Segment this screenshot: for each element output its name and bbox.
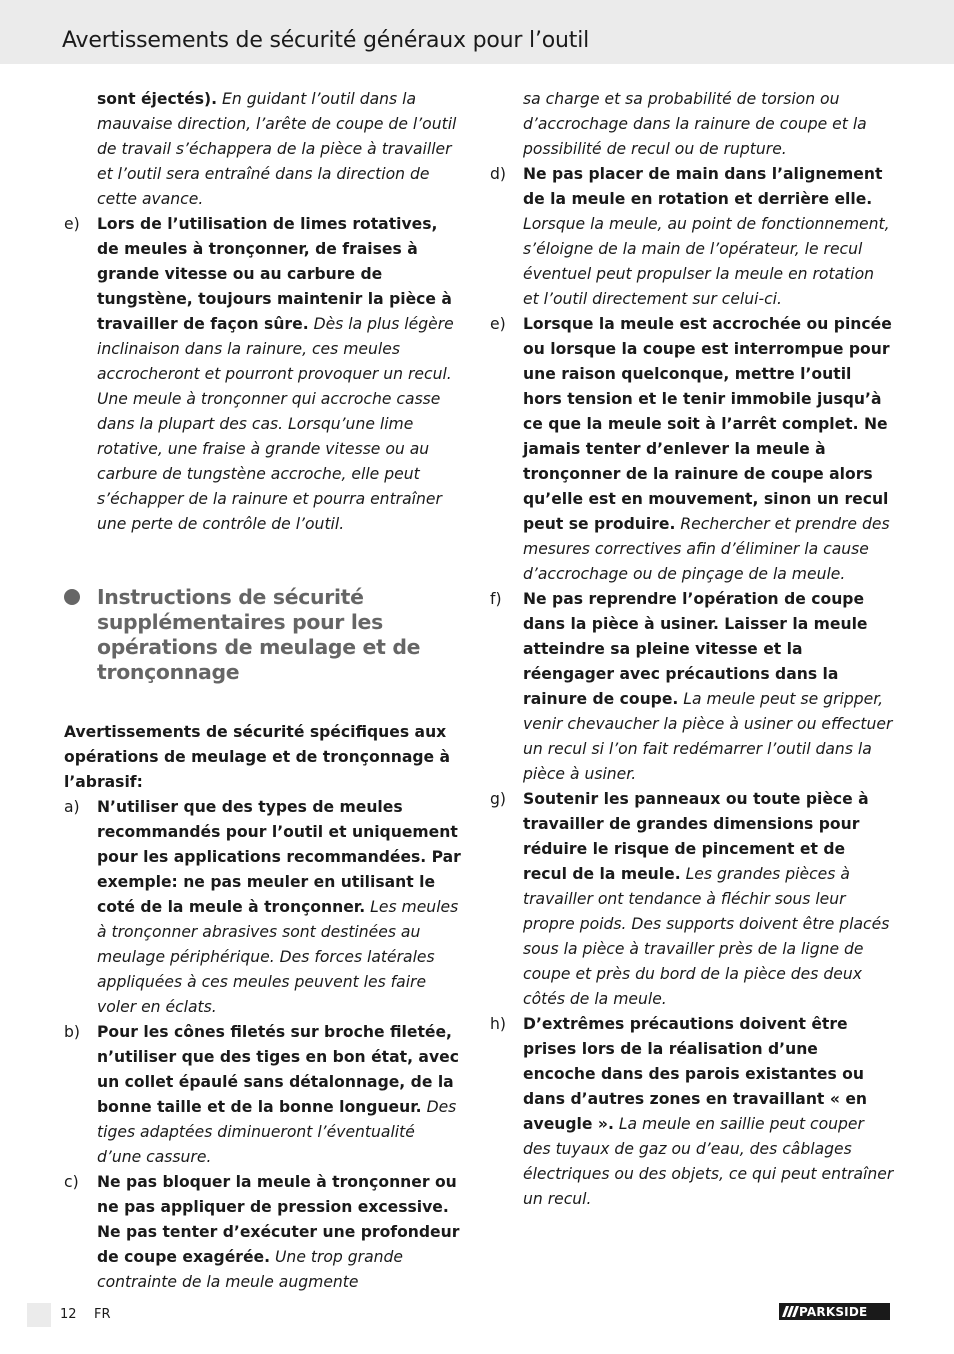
item-italic-text: En guidant l’outil dans la mauvaise direction, l’arête de coupe de l’outil de travail s’échappera de la pièce à travailler et l’outil sera entraîné dans la direction de cette avance.	[97, 90, 457, 208]
page-header	[0, 0, 954, 64]
item-italic-text: Les grandes pièces à travailler ont tendance à fléchir sous leur propre poids. Des supports doivent être placés sous la pièce à travailler près de la ligne de coupe et près du bord de la pièce des deux côtés de la meule.	[523, 865, 890, 1008]
item-italic-text: La meule en saillie peut couper des tuyaux de gaz ou d’eau, des câblages électriques ou des objets, ce qui peut entraîner un recul.	[523, 1115, 894, 1208]
page-language: FR	[94, 1307, 111, 1322]
item-italic-text: Les meules à tronçonner abrasives sont destinées au meulage périphérique. Des forces latérales appliquées à ces meules peuvent les faire voler en éclats.	[97, 898, 459, 1016]
continued-item	[64, 87, 464, 212]
item-italic-text: Rechercher et prendre des mesures correctives afin d’éliminer la cause d’accrochage ou de pinçage de la meule.	[523, 515, 890, 583]
item-letter: e)	[490, 315, 506, 333]
item-italic-text: Lorsque la meule, au point de fonctionnement, s’éloigne de la main de l’opérateur, le recul éventuel peut propulser la meule en rotation et l’outil directement sur celui-ci.	[523, 215, 890, 308]
item-letter: c)	[64, 1173, 79, 1191]
list-item-f	[490, 587, 894, 787]
section-heading-text: Instructions de sécurité supplémentaires pour les opérations de meulage et de tronçonnage	[97, 585, 421, 684]
item-letter: f)	[490, 590, 502, 608]
item-letter: d)	[490, 165, 506, 183]
item-bold-text: Ne pas placer de main dans l’alignement de la meule en rotation et derrière elle.	[523, 165, 883, 208]
item-italic-text: Une trop grande contrainte de la meule augmente	[97, 1248, 404, 1291]
brand-logo	[779, 1303, 890, 1320]
brand-name: PARKSIDE	[799, 1304, 868, 1319]
item-bold-text: Soutenir les panneaux ou toute pièce à travailler de grandes dimensions pour réduire le risque de pincement et de recul de la meule.	[523, 790, 869, 883]
item-letter: b)	[64, 1023, 80, 1041]
item-bold-text: sont éjectés).	[97, 90, 218, 108]
item-bold-text: N’utiliser que des types de meules recommandés pour l’outil et uniquement pour les applications recommandées. Par exemple: ne pas meuler en utilisant le coté de la meule à tronçonner.	[97, 798, 461, 916]
list-item-e	[490, 312, 894, 587]
section-heading	[64, 585, 464, 685]
item-bold-text: D’extrêmes précautions doivent être prises lors de la réalisation d’une encoche dans des parois existantes ou dans d’autres zones en travaillant « en aveugle ».	[523, 1015, 867, 1133]
item-italic-text: La meule peut se gripper, venir chevaucher la pièce à usiner ou effectuer un recul si l’on fait redémarrer l’outil dans la pièce à usiner.	[523, 690, 893, 783]
page-title: Avertissements de sécurité généraux pour l’outil	[62, 28, 590, 53]
item-bold-text: Ne pas bloquer la meule à tronçonner ou ne pas appliquer de pression excessive. Ne pas tenter d’exécuter une profondeur de coupe exagérée.	[97, 1173, 460, 1266]
list-item-a	[64, 795, 464, 1020]
bullet-dot-icon	[64, 589, 80, 605]
list-item-h	[490, 1012, 894, 1212]
list-item-c	[64, 1170, 464, 1295]
item-letter: e)	[64, 215, 80, 233]
footer-marker	[27, 1303, 51, 1327]
item-italic-text: Des tiges adaptées diminueront l’éventualité d’une cassure.	[97, 1098, 457, 1166]
item-bold-text: Lors de l’utilisation de limes rotatives, de meules à tronçonner, de fraises à grande vitesse ou au carbure de tungstène, toujours maintenir la pièce à travailler de façon sûre.	[97, 215, 452, 333]
list-item-d	[490, 162, 894, 312]
continued-item: sa charge et sa probabilité de torsion ou d’accrochage dans la rainure de coupe et la possibilité de recul ou de rupture.	[523, 90, 867, 158]
page-number: 12	[60, 1307, 77, 1322]
item-bold-text: Pour les cônes filetés sur broche filetée, n’utiliser que des tiges en bon état, avec un collet épaulé sans détalonnage, de la bonne taille et de la bonne longueur.	[97, 1023, 459, 1116]
list-item-g	[490, 787, 894, 1012]
item-letter: a)	[64, 798, 80, 816]
item-letter: h)	[490, 1015, 506, 1033]
left-column	[64, 87, 464, 1295]
item-letter: g)	[490, 790, 506, 808]
list-item-e	[64, 212, 464, 537]
item-bold-text: Lorsque la meule est accrochée ou pincée ou lorsque la coupe est interrompue pour une raison quelconque, mettre l’outil hors tension et le tenir immobile jusqu’à ce que la meule soit à l’arrêt complet. Ne jamais tenter d’enlever la meule à tronçonner de la rainure de coupe alors qu’elle est en mouvement, sinon un recul peut se produire.	[523, 315, 892, 533]
item-bold-text: Ne pas reprendre l’opération de coupe dans la pièce à usiner. Laisser la meule atteindre sa pleine vitesse et la réengager avec précautions dans la rainure de coupe.	[523, 590, 868, 708]
list-item-b	[64, 1020, 464, 1170]
lead-paragraph: Avertissements de sécurité spécifiques aux opérations de meulage et de tronçonnage à l’abrasif:	[64, 723, 451, 791]
brand-stripes-icon	[779, 1303, 799, 1320]
item-italic-text: Dès la plus légère inclinaison dans la rainure, ces meules accrocheront et pourront provoquer un recul. Une meule à tronçonner qui accroche casse dans la plupart des cas. Lorsqu’une lime rotative, une fraise à grande vitesse ou au carbure de tungstène accroche, elle peut s’échapper de la rainure et pourra entraîner une perte de contrôle de l’outil.	[97, 315, 454, 533]
right-column	[490, 87, 894, 1212]
